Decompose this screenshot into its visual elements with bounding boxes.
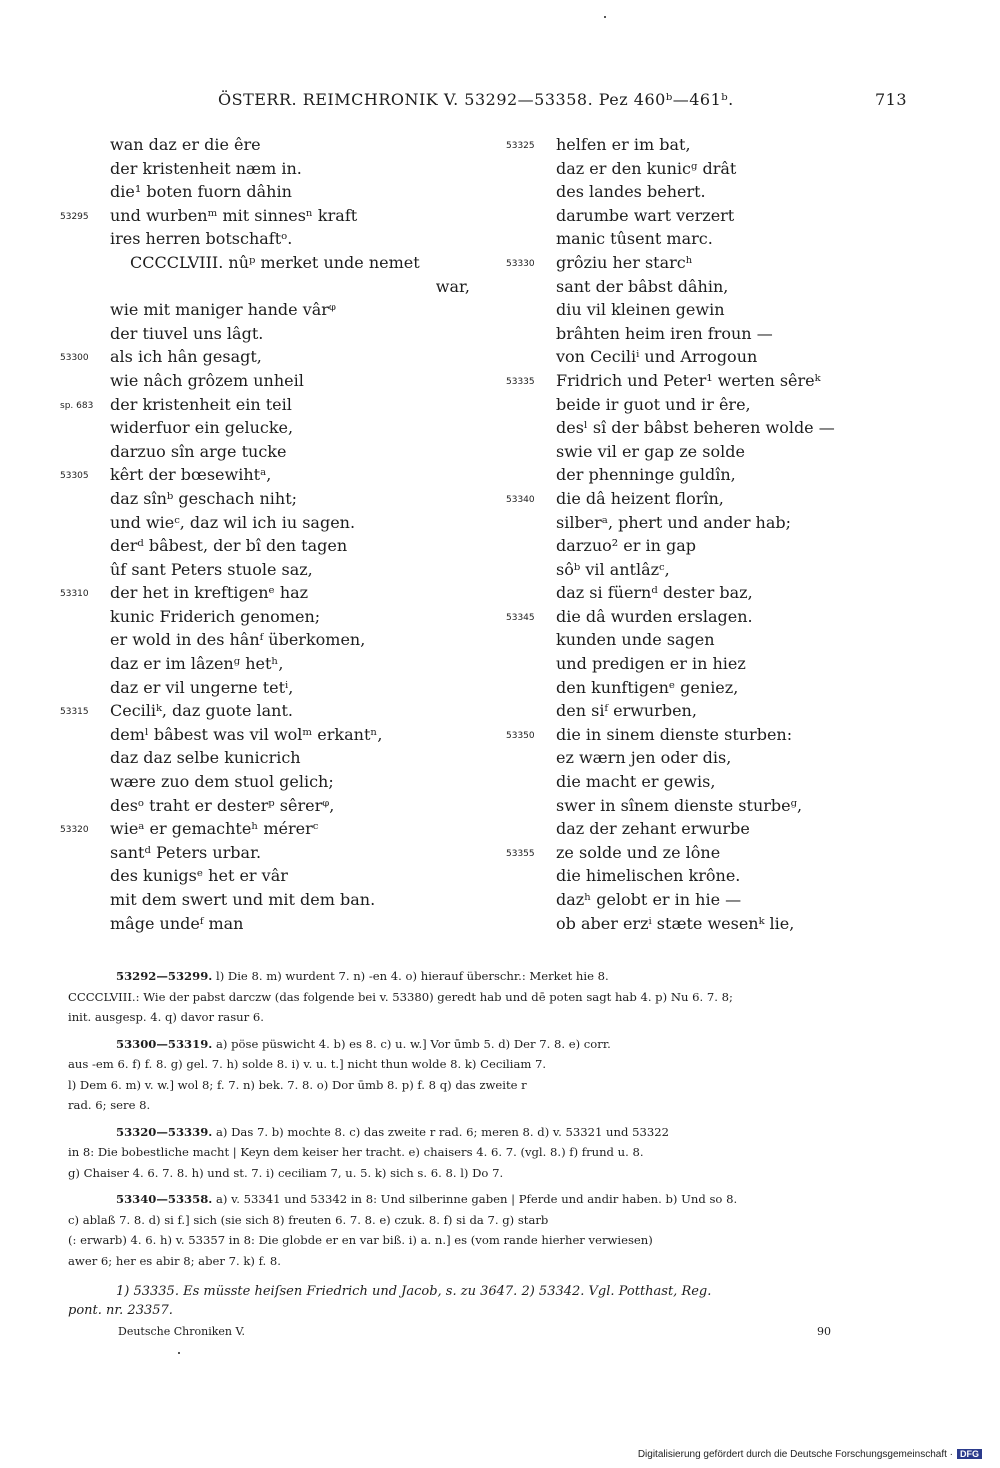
verse-text: den kunftigenᵉ geniez, (556, 677, 739, 697)
verse-text: silberᵃ, phert und ander hab; (556, 512, 792, 532)
line-number: sp. 683 (60, 400, 94, 411)
verse-text: der kristenheit ein teil (110, 394, 292, 414)
line-number: 53295 (60, 211, 89, 222)
verse-line (506, 369, 926, 393)
verse-line (60, 511, 490, 535)
verse-text: darumbe wart verzert (556, 205, 735, 225)
apparatus-line (68, 966, 908, 987)
verse-line (506, 251, 926, 275)
apparatus-text: a) pöse püswicht 4. b) es 8. c) u. w.] Vor ūmb 5. d) Der 7. 8. e) corr. (216, 1036, 611, 1051)
verse-line (60, 157, 490, 181)
verse-line (506, 864, 926, 888)
apparatus-line (68, 1163, 908, 1184)
verse-text: ûf sant Peters stuole saz, (110, 559, 313, 579)
verse-text: der het in kreftigenᵉ haz (110, 583, 309, 603)
apparatus-line (68, 1075, 908, 1096)
verse-line (60, 133, 490, 157)
line-number: 53300 (60, 353, 89, 364)
verse-text: helfen er im bat, (556, 135, 691, 154)
verse-line (60, 227, 490, 251)
verse-line (60, 487, 490, 511)
verse-text: ze solde und ze lône (556, 842, 721, 862)
verse-text: daz er im lâzenᵍ hetʰ, (110, 654, 284, 674)
verse-text: wieᵃ er gemachteʰ mérerᶜ (110, 819, 319, 839)
verse-text: von Ceciliⁱ und Arrogoun (556, 347, 758, 367)
line-number: 53325 (506, 141, 535, 151)
apparatus-line (68, 1142, 908, 1163)
verse-line (506, 841, 926, 865)
verse-line (506, 133, 926, 157)
sheet-number: 90 (817, 1325, 831, 1338)
verse-text: desˡ sî der bâbst beheren wolde — (556, 418, 835, 438)
verse-line (60, 251, 490, 275)
scan-speck (178, 1352, 180, 1354)
line-number: 53330 (506, 258, 535, 269)
verse-text: die¹ boten fuorn dâhin (110, 182, 292, 202)
verse-text: daz daz selbe kunicrich (110, 748, 301, 768)
verse-line (60, 534, 490, 558)
apparatus-text: l) Die 8. m) wurdent 7. n) -en 4. o) hierauf überschr.: Merket hie 8. (216, 969, 609, 983)
verse-line (60, 841, 490, 865)
verse-text: grôziu her starcʰ (556, 252, 693, 272)
verse-line (60, 676, 490, 700)
verse-line (60, 746, 490, 770)
verse-text: die dâ heizent florîn, (556, 488, 724, 508)
verse-line (60, 463, 490, 487)
verse-line (506, 180, 926, 204)
apparatus-text: awer 6; her es abir 8; aber 7. k) f. 8. (68, 1253, 281, 1268)
verse-line (60, 581, 490, 605)
verse-text: die in sinem dienste sturben: (556, 724, 793, 744)
verse-line (60, 628, 490, 652)
verse-line (60, 888, 490, 912)
apparatus-text: l) Dem 6. m) v. w.] wol 8; f. 7. n) bek. 7. 8. o) Dor ūmb 8. p) f. 8 q) das zweite r (68, 1077, 527, 1092)
verse-text: swer in sînem dienste sturbeᵍ, (556, 795, 803, 815)
verse-line (506, 676, 926, 700)
apparatus-block (68, 966, 908, 1028)
verse-text: daz sînᵇ geschach niht; (110, 488, 298, 508)
verse-line (506, 487, 926, 511)
apparatus-line (68, 1210, 908, 1231)
verse-text: mâge undeᶠ man (110, 913, 244, 933)
apparatus-range: 53340—53358. (116, 1192, 213, 1206)
verse-line (506, 534, 926, 558)
line-number: 53335 (506, 376, 535, 387)
verse-text: dazʰ gelobt er in hie — (556, 890, 742, 909)
verse-text: und wieᶜ, daz wil ich iu sagen. (110, 512, 356, 532)
verse-line (506, 770, 926, 794)
apparatus-line (68, 1095, 908, 1116)
verse-text: wie nâch grôzem unheil (110, 370, 304, 390)
verse-line (60, 912, 490, 936)
verse-text: swie vil er gap ze solde (556, 441, 745, 461)
apparatus-text: aus -em 6. f) f. 8. g) gel. 7. h) solde 8. i) v. u. t.] nicht thun wolde 8. k) Ceciliam 7. (68, 1057, 547, 1071)
line-number: 53315 (60, 707, 89, 718)
verse-line (60, 204, 490, 228)
verse-line (60, 369, 490, 393)
verse-text: brâhten heim iren froun — (556, 323, 773, 343)
verse-text: Ceciliᵏ, daz guote lant. (110, 701, 293, 721)
footnote-line: 1) 53335. Es müsste heiſsen Friedrich und Jacob, s. zu 3647. 2) 53342. Vgl. Potthast, Reg. (116, 1284, 712, 1299)
verse-line (506, 558, 926, 582)
page-number: 713 (874, 90, 907, 109)
verse-text: sôᵇ vil antlâzᶜ, (556, 559, 670, 579)
line-number: 53320 (60, 825, 89, 836)
line-number: 53350 (506, 730, 535, 741)
apparatus-text: CCCCLVIII.: Wie der pabst darczw (das folgende bei v. 53380) geredt hab und dē poten sagt hab 4. p) Nu 6. 7. 8; (68, 989, 733, 1004)
verse-text: kunic Friderich genomen; (110, 606, 321, 626)
verse-text: daz si füernᵈ dester baz, (556, 583, 753, 603)
verse-line (60, 770, 490, 794)
verse-text: darzuo sîn arge tucke (110, 441, 287, 461)
verse-text: wie mit maniger hande vârᵠ (110, 300, 336, 320)
line-number: 53340 (506, 494, 535, 505)
verse-line (506, 298, 926, 322)
apparatus-line (68, 1034, 908, 1055)
verse-line (506, 605, 926, 629)
verse-text: und predigen er in hiez (556, 654, 746, 674)
line-number: 53310 (60, 589, 89, 600)
line-number: 53305 (60, 471, 89, 482)
verse-text: der tiuvel uns lâgt. (110, 323, 264, 343)
verse-text: den siᶠ erwurben, (556, 701, 697, 721)
verse-text: kunden unde sagen (556, 630, 715, 650)
apparatus-range: 53292—53299. (116, 969, 213, 983)
verse-line (506, 463, 926, 487)
verse-line (506, 345, 926, 369)
verse-text: daz er den kunicᵍ drât (556, 158, 737, 178)
apparatus-block (68, 1034, 908, 1116)
apparatus-text: in 8: Die bobestliche macht | Keyn dem keiser her tracht. e) chaisers 4. 6. 7. (vgl. 8.) f) frund u. 8. (68, 1145, 644, 1159)
dfg-logo: DFG (957, 1449, 982, 1459)
verse-text: Fridrich und Peter¹ werten sêreᵏ (556, 370, 821, 390)
verse-line (60, 298, 490, 322)
verse-line (506, 275, 926, 299)
verse-text: und wurbenᵐ mit sinnesⁿ kraft (110, 205, 358, 225)
verse-text: derᵈ bâbest, der bî den tagen (110, 536, 348, 556)
verse-text: ez wærn jen oder dis, (556, 748, 732, 768)
verse-line (506, 511, 926, 535)
verse-line (60, 345, 490, 369)
verse-text: desᵒ traht er desterᵖ sêrerᵠ, (110, 795, 335, 815)
verse-text: der kristenheit næm in. (110, 158, 302, 178)
verse-text: ires herren botschaftᵒ. (110, 229, 293, 249)
verse-line (60, 817, 490, 841)
verse-line (60, 558, 490, 582)
verse-line (506, 628, 926, 652)
verse-line (506, 393, 926, 417)
verse-line (506, 817, 926, 841)
apparatus-line (68, 1007, 908, 1028)
verse-text: daz der zehant erwurbe (556, 819, 750, 839)
verse-text: er wold in des hânᶠ überkomen, (110, 630, 366, 650)
verse-line (60, 605, 490, 629)
verse-line (506, 416, 926, 440)
apparatus-range: 53320—53339. (116, 1124, 213, 1139)
scan-speck (604, 16, 606, 18)
apparatus-line (68, 987, 908, 1008)
critical-apparatus (68, 966, 908, 1277)
apparatus-text: a) Das 7. b) mochte 8. c) das zweite r rad. 6; meren 8. d) v. 53321 und 53322 (216, 1124, 669, 1139)
verse-text: CCCCLVIII. nûᵖ merket unde nemet (130, 252, 420, 272)
verse-line (60, 322, 490, 346)
verse-text: demˡ bâbest was vil wolᵐ erkantⁿ, (110, 724, 383, 744)
verse-line (506, 227, 926, 251)
verse-column-left (60, 133, 490, 935)
apparatus-line (68, 1054, 908, 1075)
apparatus-text: c) ablaß 7. 8. d) si f.] sich (sie sich 8) freuten 6. 7. 8. e) czuk. 8. f) si da 7. g) starb (68, 1212, 549, 1227)
verse-text: daz er vil ungerne tetⁱ, (110, 677, 294, 697)
verse-line (506, 794, 926, 818)
footnote-line: pont. nr. 23357. (68, 1303, 173, 1318)
apparatus-range: 53300—53319. (116, 1036, 213, 1051)
verse-line (506, 204, 926, 228)
verse-text: des kunigsᵉ het er vâr (110, 866, 288, 886)
verse-line (60, 723, 490, 747)
verse-line (60, 864, 490, 888)
verse-line (506, 699, 926, 723)
apparatus-text: rad. 6; sere 8. (68, 1098, 151, 1112)
apparatus-line (68, 1122, 908, 1143)
footnotes (68, 1282, 908, 1320)
verse-line (506, 440, 926, 464)
verse-text: die himelischen krône. (556, 866, 741, 886)
signature-mark: Deutsche Chroniken V. (118, 1325, 245, 1338)
verse-line (60, 393, 490, 417)
dfg-credit-text: Digitalisierung gefördert durch die Deutsche Forschungsgemeinschaft · (637, 1449, 953, 1460)
apparatus-block (68, 1189, 908, 1271)
apparatus-text: g) Chaiser 4. 6. 7. 8. h) und st. 7. i) ceciliam 7, u. 5. k) sich s. 6. 8. l) Do 7. (68, 1165, 504, 1180)
verse-column-right (506, 133, 926, 935)
verse-text: beide ir guot und ir êre, (556, 394, 751, 414)
verse-line (60, 794, 490, 818)
verse-text: die macht er gewis, (556, 772, 716, 792)
verse-line (60, 652, 490, 676)
verse-line (506, 746, 926, 770)
verse-text: der phenninge guldîn, (556, 465, 736, 485)
verse-line (60, 275, 490, 299)
line-number: 53355 (506, 848, 535, 859)
verse-text: kêrt der bœsewihtᵃ, (110, 465, 272, 485)
apparatus-block (68, 1122, 908, 1184)
verse-text: darzuo² er in gap (556, 536, 697, 556)
verse-line (506, 723, 926, 747)
verse-text: als ich hân gesagt, (110, 347, 262, 367)
apparatus-text: a) v. 53341 und 53342 in 8: Und silberinne gaben | Pferde und andir haben. b) Und so 8. (216, 1192, 738, 1206)
apparatus-text: (: erwarb) 4. 6. h) v. 53357 in 8: Die globde er en var biß. i) a. n.] es (vom rande hierher verwiesen) (68, 1233, 653, 1247)
verse-text: widerfuor ein gelucke, (110, 418, 294, 438)
running-header: ÖSTERR. REIMCHRONIK V. 53292—53358. Pez 460ᵇ—461ᵇ. (218, 90, 734, 109)
verse-text: manic tûsent marc. (556, 229, 713, 249)
verse-text: des landes behert. (556, 182, 706, 202)
verse-text: sant der bâbst dâhin, (556, 276, 729, 296)
verse-line (60, 699, 490, 723)
apparatus-text: init. ausgesp. 4. q) davor rasur 6. (68, 1010, 264, 1024)
verse-text: ob aber erzⁱ stæte wesenᵏ lie, (556, 913, 795, 933)
apparatus-line (68, 1189, 908, 1210)
verse-text: die dâ wurden erslagen. (556, 606, 753, 626)
apparatus-line (68, 1251, 908, 1272)
verse-line (506, 888, 926, 912)
verse-line (506, 322, 926, 346)
line-number: 53345 (506, 612, 535, 623)
verse-line (506, 581, 926, 605)
verse-line (60, 440, 490, 464)
verse-line (60, 416, 490, 440)
verse-line (60, 180, 490, 204)
verse-text: santᵈ Peters urbar. (110, 842, 262, 862)
verse-line (506, 157, 926, 181)
verse-text: mit dem swert und mit dem ban. (110, 890, 376, 909)
apparatus-line (68, 1230, 908, 1251)
verse-line (506, 912, 926, 936)
verse-line (506, 652, 926, 676)
verse-text: wære zuo dem stuol gelich; (110, 772, 334, 792)
dfg-credit (638, 1449, 982, 1460)
verse-text: war, (435, 276, 470, 296)
verse-text: wan daz er die êre (110, 135, 261, 154)
verse-text: diu vil kleinen gewin (556, 300, 725, 320)
